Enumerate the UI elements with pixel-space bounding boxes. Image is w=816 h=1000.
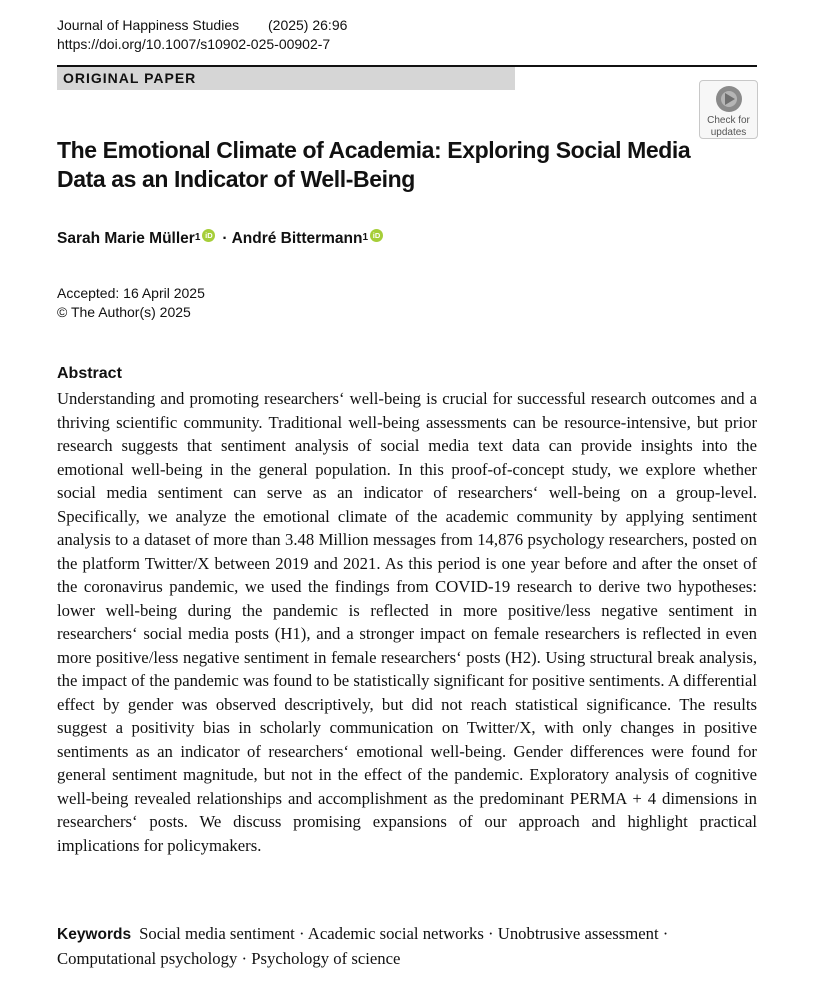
publication-info — [57, 284, 205, 322]
author-separator: · — [222, 230, 228, 247]
journal-name: Journal of Happiness Studies — [57, 17, 240, 33]
keywords-section — [57, 922, 757, 970]
author-affiliation: 1 — [194, 231, 201, 243]
check-for-updates-button[interactable] — [699, 80, 758, 139]
journal-volume: (2025) 26:96 — [268, 17, 348, 33]
article-type-label: ORIGINAL PAPER — [63, 70, 197, 86]
accepted-date: Accepted: 16 April 2025 — [57, 285, 205, 301]
orcid-icon[interactable]: iD — [202, 229, 215, 242]
author-affiliation: 1 — [362, 231, 369, 243]
abstract-heading: Abstract — [57, 365, 122, 382]
copyright-notice: © The Author(s) 2025 — [57, 304, 191, 320]
author-list — [57, 230, 386, 248]
article-type-bar — [57, 67, 515, 90]
orcid-icon[interactable]: iD — [370, 229, 383, 242]
check-updates-line1: Check for — [707, 115, 750, 126]
keywords-label: Keywords — [57, 926, 132, 943]
paper-title: The Emotional Climate of Academia: Exploring Social Media Data as an Indicator of Well-Being — [57, 137, 691, 192]
author-name: André Bittermann — [231, 230, 363, 247]
author-name: Sarah Marie Müller — [57, 230, 195, 247]
check-updates-line2: updates — [710, 127, 747, 138]
keywords-list: Social media sentiment · Academic social networks · Unobtrusive assessment · Computational psychology · Psychology of science — [57, 924, 669, 968]
journal-header — [57, 16, 347, 54]
abstract-text: Understanding and promoting researchers‘ well-being is crucial for successful research outcomes and a thriving scientific community. Traditional well-being assessments can be resource-intensive, but prior research suggests that sentiment analysis of social media text data can provide insights into the emotional well-being in the general population. In this proof-of-concept study, we explore whether social media sentiment can serve as an indicator of researchers‘ well-being on a group-level. Specifically, we analyze the emotional climate of the academic community by applying sentiment analysis to a dataset of more than 3.48 Million messages from 14,876 psychology researchers, posted on the platform Twitter/X between 2019 and 2021. As this period is one year before and after the onset of the coronavirus pandemic, we used the findings from COVID-19 research to derive two hypotheses: lower well-being during the pandemic is reflected in more positive/less negative sentiment in researchers‘ social media posts (H1), and a stronger impact on female researchers is reflected in even more positive/less negative sentiment in female researchers‘ posts (H2). Using structural break analysis, the impact of the pandemic was found to be statistically significant for positive sentiments. A differential effect by gender was observed descriptively, but did not reach statistical significance. The results suggest a positivity bias in scholarly communication on Twitter/X, with only changes in positive sentiments as an indicator of researchers‘ emotional well-being. Gender differences were found for general sentiment magnitude, but not in the effect of the pandemic. Exploratory analysis of cognitive well-being revealed relationships and accomplishment as the predominant PERMA + 4 dimensions in researchers‘ posts. We discuss promising expansions of our approach and highlight practical implications for policymakers. — [57, 389, 757, 855]
check-updates-icon — [714, 84, 744, 114]
doi-link[interactable]: https://doi.org/10.1007/s10902-025-00902-7 — [57, 36, 331, 52]
